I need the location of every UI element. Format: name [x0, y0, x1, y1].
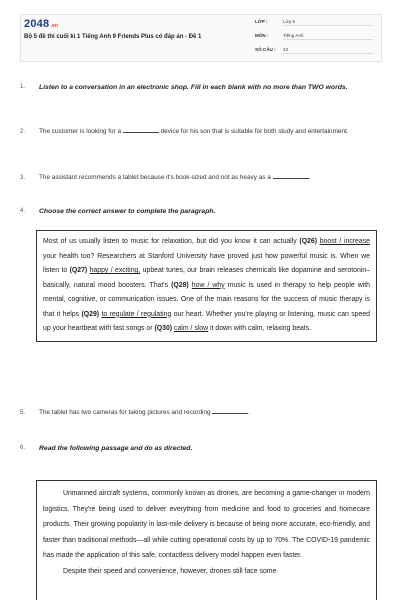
question-5 [20, 408, 380, 418]
gap-answer: happy / exciting, [89, 267, 141, 274]
question-instruction: Read the following passage and do as directed. [39, 445, 193, 452]
logo-text: 2048 [24, 18, 50, 30]
question-text-before: The customer is looking for a [39, 128, 122, 135]
meta-count-key: SỐ CÂU : [255, 47, 276, 52]
paragraph-text: your health too? Researchers at Stanford University have proved just how powerful music is. When we listen to [43, 252, 370, 274]
question-number: 6. [20, 445, 26, 451]
question-text [39, 408, 380, 418]
question-text-after: device for his son that is suitable for both study and entertainment. [160, 128, 349, 135]
passage-paragraph: Despite their speed and convenience, however, drones still face some [63, 567, 277, 575]
question-text-after: . [308, 174, 311, 181]
question-instruction: Listen to a conversation in an electronic shop. Fill in each blank with no more than TWO words. [39, 84, 348, 91]
document-title: Bộ 5 đề thi cuối kì 1 Tiếng Anh 9 Friends Plus có đáp án - Đề 1 [24, 34, 202, 40]
question-6 [20, 443, 380, 454]
question-4 [20, 206, 380, 217]
site-logo[interactable] [24, 18, 58, 30]
question-1 [20, 82, 380, 93]
answer-blank[interactable] [273, 173, 309, 179]
meta-count [255, 47, 373, 54]
gap-answer: to regulate / regulating [101, 310, 172, 318]
paragraph-text: upbeat tunes, our brain releases chemicals like dopamine and serotonin–basically, natural mood boosters. That's [43, 267, 371, 289]
logo-suffix: .vn [50, 23, 59, 29]
gap-label: (Q29) [81, 310, 100, 318]
paragraph-text: music is used in therapy to help people with mental, cognitive, or communication issues. One of the main reasons for the success of music therapy is that it helps [43, 281, 371, 318]
paragraph-text: it down with calm, relaxing beats. [210, 325, 312, 332]
meta-class-key: LỚP : [255, 19, 268, 24]
question-2 [20, 127, 380, 137]
answer-blank[interactable] [212, 408, 251, 416]
question-number: 4. [20, 208, 26, 214]
question-text-before: The assistant recommends a tablet because it's book-sized and not as heavy as a [39, 174, 271, 181]
question-text [39, 127, 380, 137]
meta-subject-key: MÔN : [255, 33, 269, 38]
passage-paragraph: Unmanned aircraft systems, commonly known as drones, are becoming a game-changer in modern logistics. They're being used to deliver everything from medicine and food to groceries and homecare products. Their growing popularity in last-mile delivery is because of being more accurate, eco-friendly, and faster than traditional methods—all while cutting operational costs by up to 70%. The COVID-19 pandemic has made the application of this safe, contactless delivery model happen even faster. [43, 490, 370, 559]
meta-subject [255, 33, 373, 40]
passage-box [36, 480, 377, 600]
gap-label: (Q26) [299, 238, 318, 245]
question-text [39, 173, 380, 183]
document-header [20, 14, 382, 62]
meta-subject-value: Tiếng Anh [283, 33, 373, 40]
question-text-after: . [248, 409, 251, 416]
question-number: 2. [20, 129, 26, 135]
question-number: 5. [20, 410, 26, 416]
paragraph-text: our heart. Whether you're playing or listening, music can speed up your heartbeat with fast songs or [43, 310, 371, 332]
gap-answer: how / why [191, 281, 225, 289]
paragraph-box [36, 230, 377, 342]
meta-class-value: Lớp 9 [283, 19, 373, 26]
gap-label: (Q28) [171, 281, 189, 289]
paragraph-text: Most of us usually listen to music for relaxation, but did you know it can actually [43, 238, 297, 245]
meta-count-value: 43 [283, 47, 373, 54]
gap-label: (Q30) [154, 325, 173, 332]
question-3 [20, 173, 380, 183]
gap-answer: boost / increase [319, 238, 370, 245]
gap-label: (Q27) [69, 267, 88, 274]
question-number: 3. [20, 175, 26, 181]
question-number: 1. [20, 84, 26, 90]
question-text-before: The tablet has two cameras for taking pictures and recording [39, 409, 211, 416]
gap-answer: calm / slow [174, 325, 209, 332]
question-instruction: Choose the correct answer to complete the paragraph. [39, 208, 216, 215]
meta-class [255, 19, 373, 26]
answer-blank[interactable] [123, 127, 159, 133]
